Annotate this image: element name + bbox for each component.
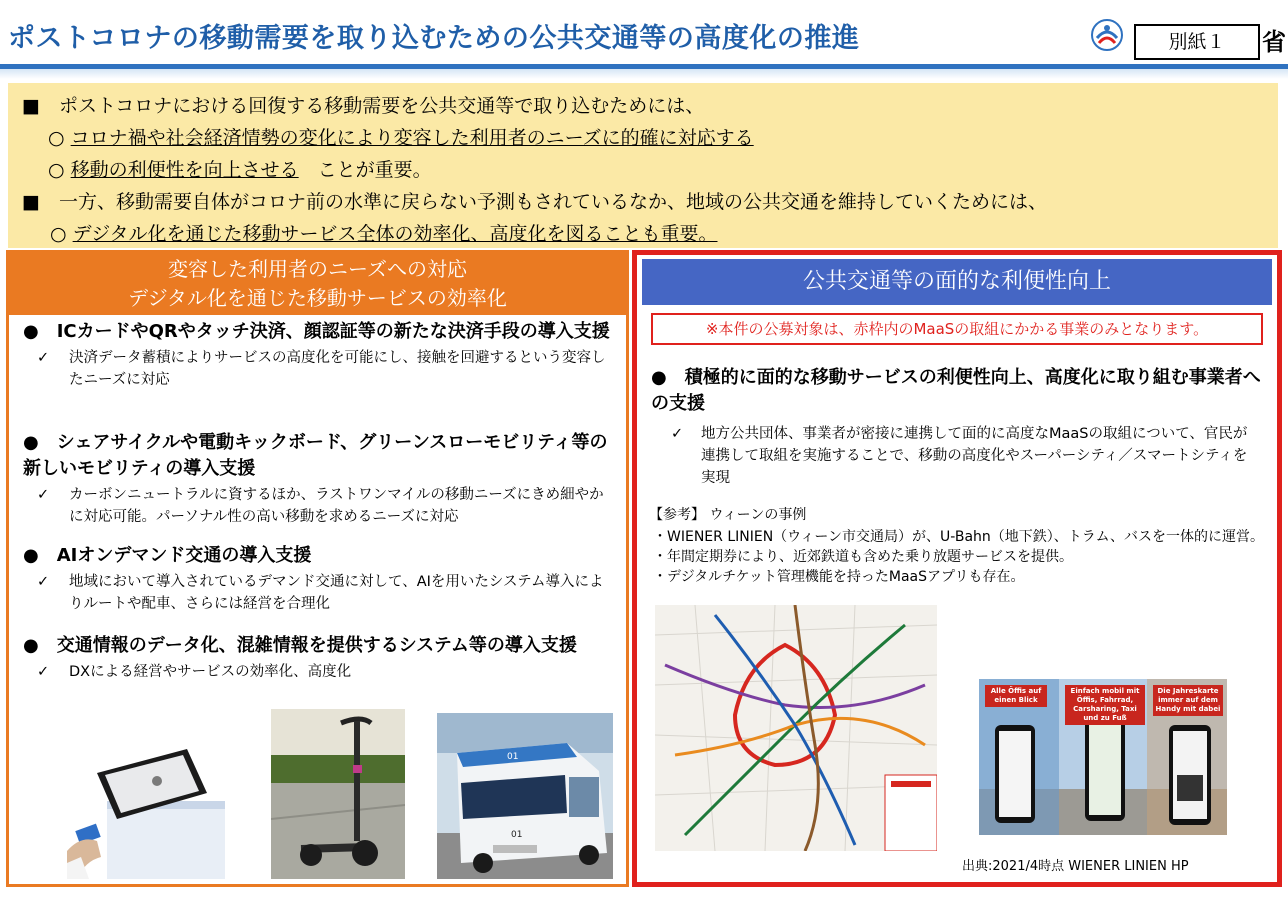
left-heading-line-1: 変容した利用者のニーズへの対応: [168, 257, 467, 281]
left-panel-heading: [9, 253, 626, 315]
reference-item: ・年間定期券により、近郊鉄道も含めた乗り放題サービスを提供。: [653, 549, 1073, 565]
circle-bullet: ○: [48, 159, 71, 181]
intro-line-5: [50, 219, 718, 246]
image-credit: 出典:2021/4時点 WIENER LINIEN HP: [962, 859, 1189, 874]
check-icon: ✓: [37, 487, 50, 503]
reference-vienna: [649, 505, 1269, 587]
right-item-detail: ✓ 地方公共団体、事業者が密接に連携して面的に高度なMaaSの取組について、官民が連携して取組を実施することで、移動の高度化やスーパーシティ／スマートシティを実現: [651, 423, 1261, 489]
intro-line-2-text: コロナ禍や社会経済情勢の変化により変容した利用者のニーズに的確に対応する: [70, 127, 754, 149]
bus-route-label: 01: [507, 752, 519, 762]
left-panel: [6, 250, 629, 887]
on-demand-bus-image: [437, 713, 613, 879]
app-banner-3: Die Jahreskarte immer auf dem Handy mit dabei: [1153, 685, 1223, 716]
annex-label: 別紙１: [1134, 24, 1260, 60]
left-item-detail: ✓ 地域において導入されているデマンド交通に対して、AIを用いたシステム導入によりルートや配車、さらには経営を合理化: [23, 571, 613, 615]
reference-item: ・デジタルチケット管理機能を持ったMaaSアプリも存在。: [653, 569, 1025, 585]
header-divider-gradient: [0, 69, 1288, 79]
left-heading-line-2: デジタル化を通じた移動サービスの効率化: [128, 286, 507, 310]
left-item-mobility: [23, 430, 613, 528]
circle-bullet: ○: [48, 127, 71, 149]
intro-box: [8, 83, 1278, 248]
intro-line-1: ■ ポストコロナにおける回復する移動需要を公共交通等で取り込むためには、: [22, 95, 705, 117]
kickboard-image: [271, 709, 405, 879]
left-item-detail: ✓ 決済データ蓄積によりサービスの高度化を可能にし、接触を回避するという変容したニーズに対応: [23, 347, 613, 391]
mlit-logo-icon: [1090, 18, 1124, 52]
right-item-maas-support: [651, 365, 1261, 489]
intro-line-2: [48, 123, 754, 150]
left-item-title: ● AIオンデマンド交通の導入支援: [23, 545, 312, 566]
left-item-title: ● シェアサイクルや電動キックボード、グリーンスローモビリティ等の新しいモビリティの導入支援: [23, 432, 608, 479]
left-item-title: ● ICカードやQRやタッチ決済、顔認証等の新たな決済手段の導入支援: [23, 321, 610, 342]
intro-line-3: [48, 155, 432, 182]
check-icon: ✓: [37, 574, 50, 590]
circle-bullet: ○: [50, 223, 73, 245]
intro-line-3-text: 移動の利便性を向上させる: [70, 159, 299, 181]
page-header: [0, 0, 1288, 66]
left-item-ai-demand: [23, 543, 613, 615]
check-icon: ✓: [37, 350, 50, 366]
right-item-title: ● 積極的に面的な移動サービスの利便性向上、高度化に取り組む事業者への支援: [651, 367, 1261, 414]
left-item-payment: [23, 319, 613, 391]
check-icon: ✓: [671, 426, 684, 442]
vienna-network-map: [655, 605, 937, 851]
check-icon: ✓: [37, 664, 50, 680]
intro-line-3-suffix: ことが重要。: [298, 159, 432, 181]
app-banner-1: Alle Öffis auf einen Blick: [985, 685, 1047, 707]
intro-line-4: ■ 一方、移動需要自体がコロナ前の水準に戻らない予測もされているなか、地域の公共交通を維持していくためには、: [22, 191, 1047, 213]
left-item-detail: ✓ カーボンニュートラルに資するほか、ラストワンマイルの移動ニーズにきめ細やかに対応可能。パーソナル性の高い移動を求めるニーズに対応: [23, 484, 613, 528]
right-panel-maas: [632, 250, 1282, 887]
left-item-detail: ✓ DXによる経営やサービスの効率化、高度化: [23, 661, 613, 683]
page-title: ポストコロナの移動需要を取り込むための公共交通等の高度化の推進: [8, 23, 860, 54]
eligibility-notice: ※本件の公募対象は、赤枠内のMaaSの取組にかかる事業のみとなります。: [651, 313, 1263, 345]
maas-app-screenshots: [979, 679, 1227, 835]
reference-item: ・WIENER LINIEN（ウィーン市交通局）が、U-Bahn（地下鉄）、トラム、バスを一体的に運営。: [653, 529, 1265, 545]
annex-extra-glyph: 省: [1262, 28, 1286, 56]
intro-line-5-text: デジタル化を通じた移動サービス全体の効率化、高度化を図ることも重要。: [72, 223, 718, 245]
payment-terminal-image: [67, 731, 225, 879]
app-banner-2: Einfach mobil mit Öffis, Fahrrad, Carsharing, Taxi und zu Fuß: [1065, 685, 1145, 725]
reference-title: 【参考】 ウィーンの事例: [649, 507, 807, 523]
left-item-traffic-data: [23, 633, 613, 683]
right-panel-heading: 公共交通等の面的な利便性向上: [642, 259, 1272, 305]
bus-number-label: 01: [511, 830, 523, 840]
left-item-title: ● 交通情報のデータ化、混雑情報を提供するシステム等の導入支援: [23, 635, 577, 656]
